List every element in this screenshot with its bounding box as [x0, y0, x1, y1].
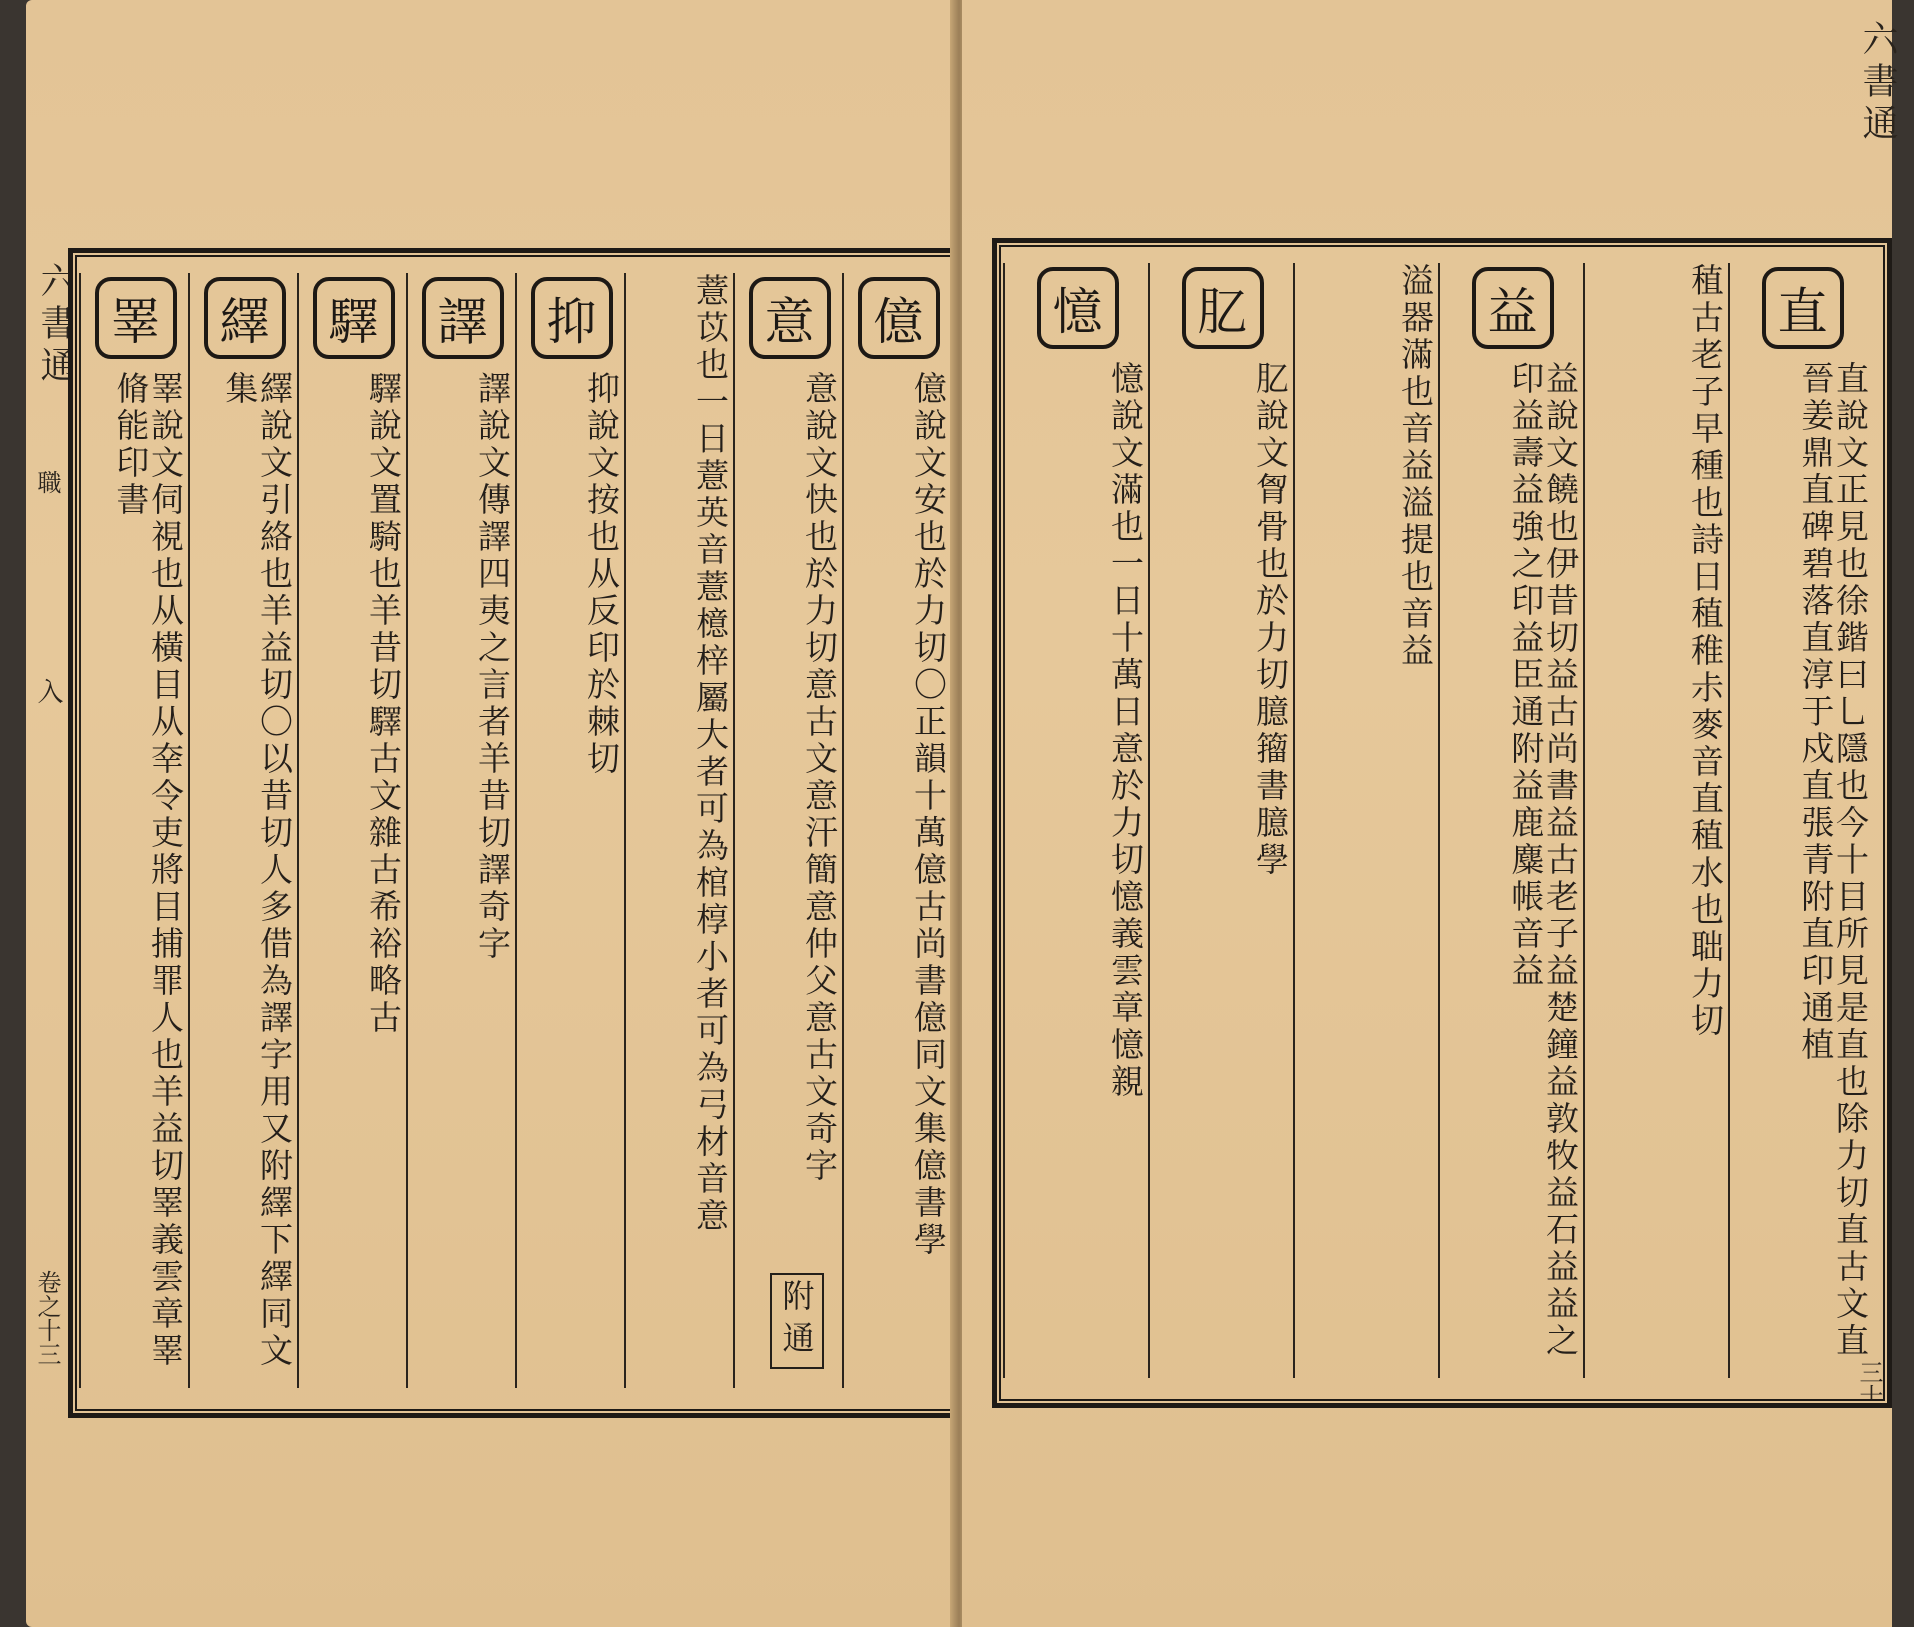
column-text: 憶說文滿也一日十萬日意於力切憶義雲章憶親 — [1106, 361, 1145, 1101]
text-column — [1438, 263, 1585, 1378]
column-text: 睪說文伺視也从橫目从㚔令吏將目捕罪人也羊益切睪義雲章睪脩能印書 — [111, 371, 185, 1370]
text-column — [1003, 263, 1150, 1378]
text-column — [188, 273, 299, 1388]
right-margin-title: 六書通 — [1857, 20, 1898, 146]
headword-box: 憶 — [1037, 267, 1119, 349]
column-text: 直說文正見也徐鍇曰乚隱也今十目所見是直也除力切直古文直晉姜鼎直碑碧落直淳于戍直張青附直印通植 — [1796, 361, 1870, 1360]
column-text: 薏苡也一日薏英音薏檍梓屬大者可為棺椁小者可為弓材音意 — [691, 273, 730, 1235]
right-page-number: 三十 — [1855, 1360, 1883, 1408]
text-column — [733, 273, 844, 1388]
right-page — [962, 0, 1898, 1627]
headword-box: 睪 — [95, 277, 177, 359]
column-text: 繹說文引絡也羊益切〇以昔切人多借為譯字用又附繹下繹同文集 — [220, 371, 294, 1370]
column-text: 驛說文置騎也羊昔切驛古文雜古希裕略古 — [364, 371, 403, 1037]
text-column — [297, 273, 408, 1388]
left-margin-title: 六書通 — [35, 262, 76, 388]
text-column — [1583, 263, 1730, 1378]
left-page — [26, 0, 956, 1627]
headword-box: 驛 — [313, 277, 395, 359]
right-text-frame — [992, 238, 1892, 1408]
left-page-number: 卷之十三 — [33, 1270, 61, 1366]
headword-box: 億 — [858, 277, 940, 359]
headword-box: 益 — [1472, 267, 1554, 349]
column-text: 抑說文按也从反印於棘切 — [582, 371, 621, 778]
left-text-frame — [68, 248, 970, 1418]
headword-box: 直 — [1762, 267, 1844, 349]
text-column — [515, 273, 626, 1388]
column-text: 意說文快也於力切意古文意汗簡意仲父意古文奇字 — [800, 371, 839, 1185]
text-column — [79, 273, 190, 1388]
text-column — [624, 273, 735, 1388]
headword-box: 肊 — [1182, 267, 1264, 349]
text-column — [1148, 263, 1295, 1378]
headword-box: 抑 — [531, 277, 613, 359]
headword-box: 意 — [749, 277, 831, 359]
left-margin-tag: 職 — [33, 470, 61, 500]
appendix-tag: 附通 — [770, 1273, 824, 1369]
headword-box: 譯 — [422, 277, 504, 359]
text-column — [406, 273, 517, 1388]
left-margin-note: 入 — [33, 678, 63, 710]
column-text: 億說文安也於力切〇正韻十萬億古尚書億同文集億書學 — [909, 371, 948, 1259]
headword-box: 繹 — [204, 277, 286, 359]
text-column — [1293, 263, 1440, 1378]
column-text: 譯說文傳譯四夷之言者羊昔切譯奇字 — [473, 371, 512, 963]
column-text: 益說文饒也伊昔切益古尚書益古老子益楚鐘益敦牧益石益益之印益壽益強之印益臣通附益鹿麋帳音益 — [1506, 361, 1580, 1360]
column-text: 溢器滿也音益溢提也音益 — [1396, 263, 1435, 670]
column-text: 肊說文胷骨也於力切臆籀書臆學 — [1251, 361, 1290, 879]
text-column — [842, 273, 953, 1388]
text-column — [1728, 263, 1875, 1378]
column-text: 稙古老子早種也詩日稙稚尗麥音直稙水也聉力切 — [1686, 263, 1725, 1040]
